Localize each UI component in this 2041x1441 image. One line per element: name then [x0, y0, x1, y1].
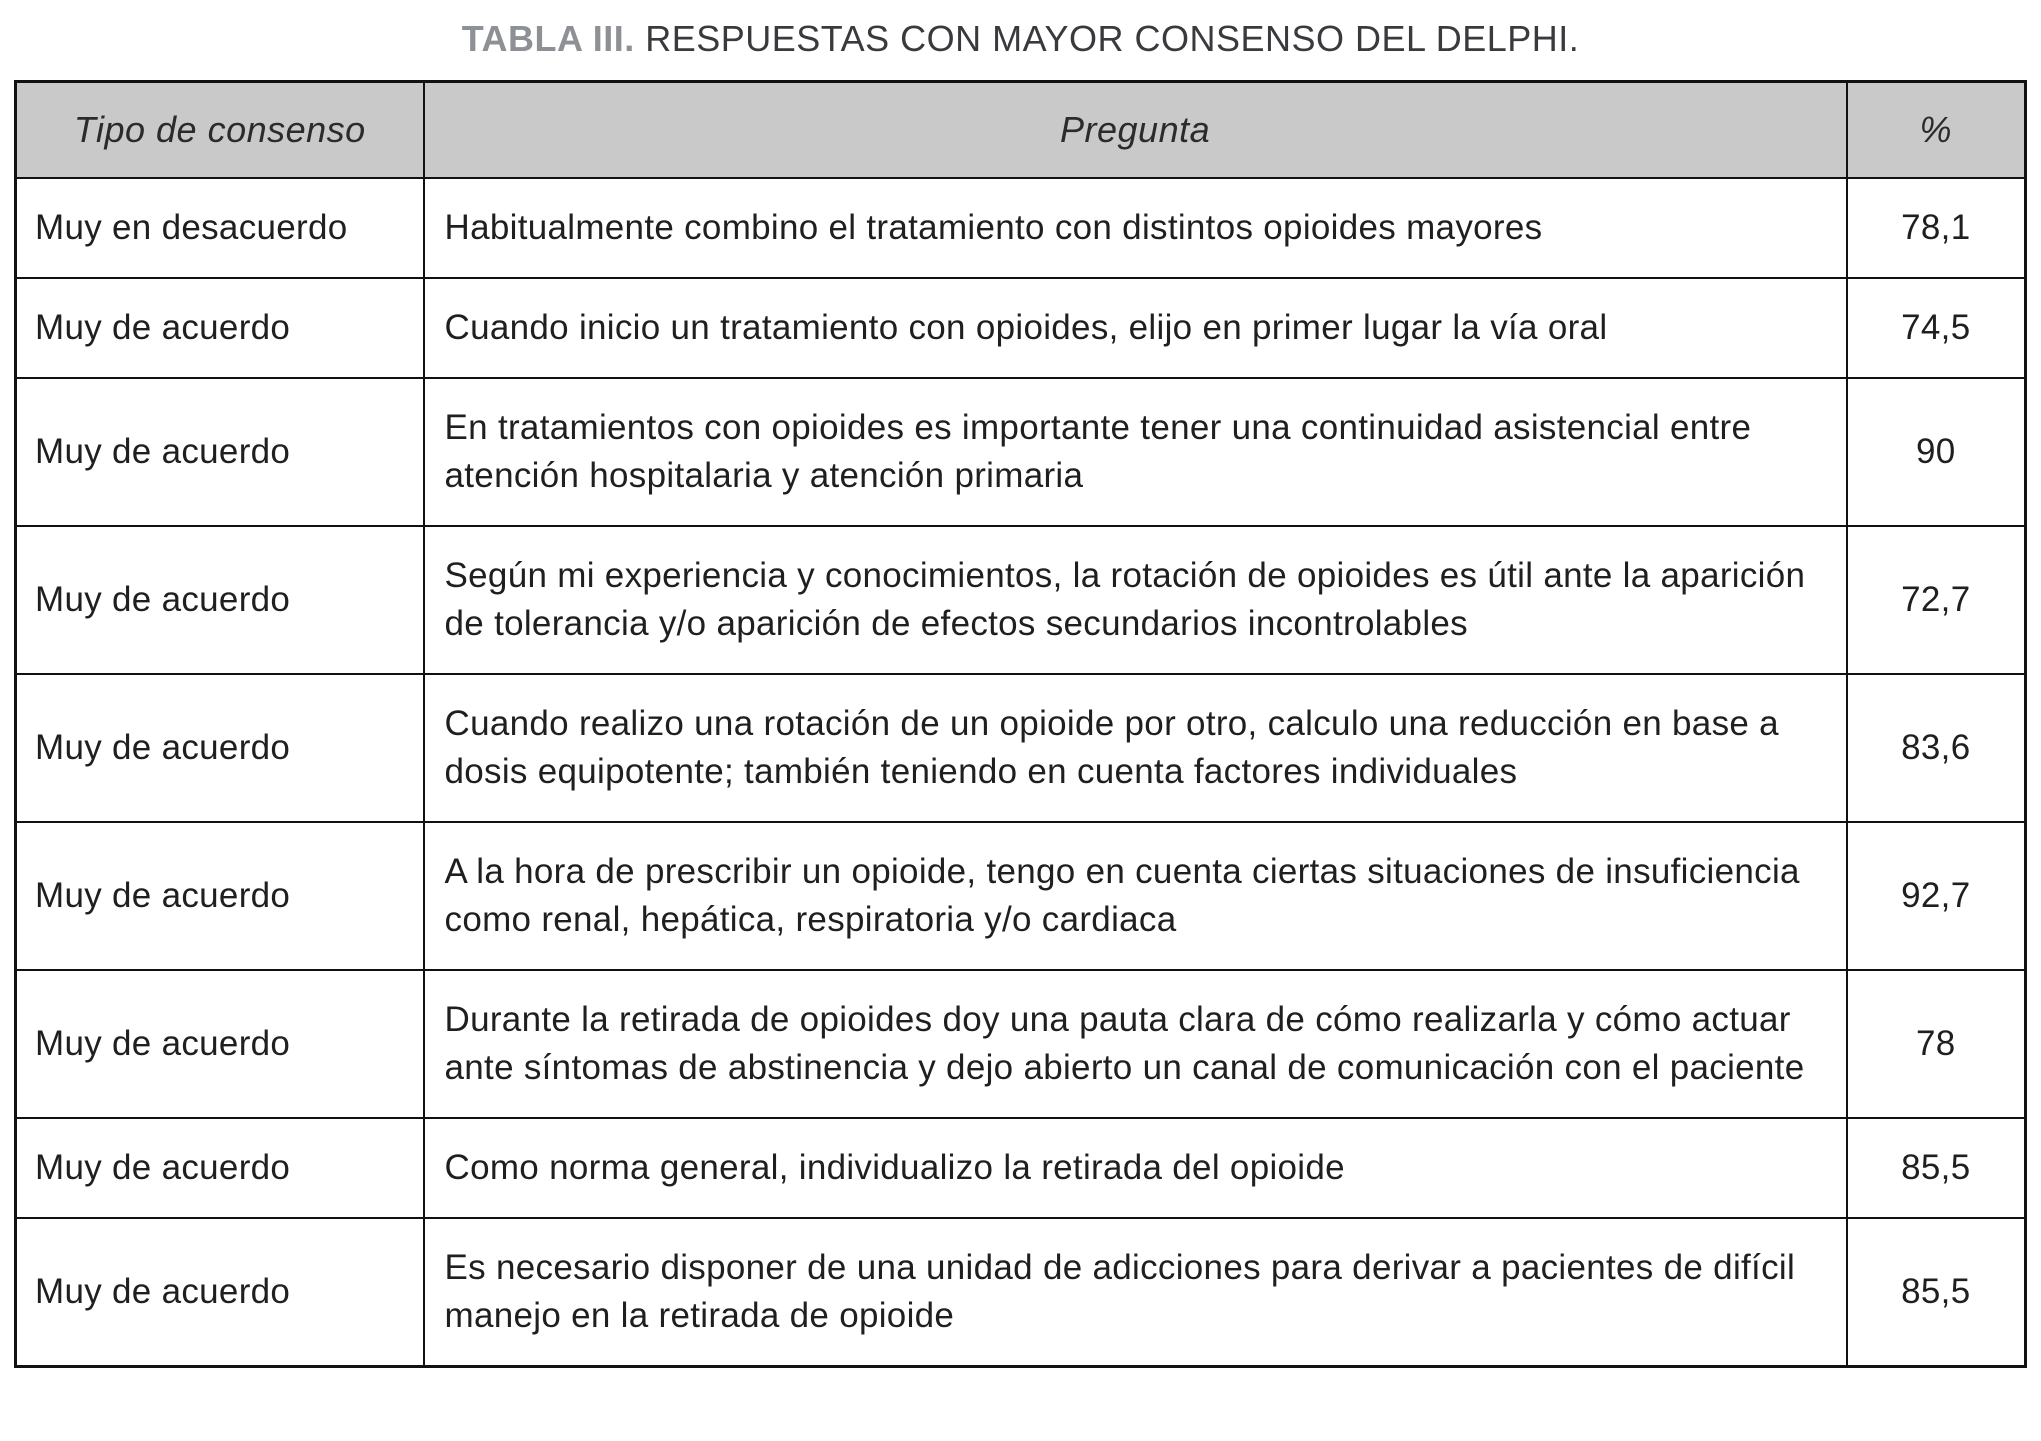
table-row: [16, 674, 2026, 822]
table-row: [16, 178, 2026, 278]
table-row: [16, 378, 2026, 526]
caption-label: TABLA III.: [461, 18, 635, 59]
table-row: [16, 822, 2026, 970]
table-row: [16, 526, 2026, 674]
percent-cell: 78,1: [1847, 178, 2026, 278]
consensus-cell: Muy de acuerdo: [16, 970, 424, 1118]
percent-cell: 85,5: [1847, 1218, 2026, 1367]
column-header-tipo-de-consenso: Tipo de consenso: [16, 82, 424, 179]
question-cell: En tratamientos con opioides es importante tener una continuidad asistencial entre atención hospitalaria y atención primaria: [424, 378, 1847, 526]
table-row: [16, 970, 2026, 1118]
table-caption: [14, 18, 2027, 60]
consensus-cell: Muy de acuerdo: [16, 1118, 424, 1218]
question-cell: Cuando inicio un tratamiento con opioides, elijo en primer lugar la vía oral: [424, 278, 1847, 378]
consensus-table: [14, 80, 2027, 1368]
consensus-cell: Muy de acuerdo: [16, 822, 424, 970]
consensus-cell: Muy en desacuerdo: [16, 178, 424, 278]
percent-cell: 78: [1847, 970, 2026, 1118]
consensus-cell: Muy de acuerdo: [16, 278, 424, 378]
consensus-cell: Muy de acuerdo: [16, 1218, 424, 1367]
question-cell: A la hora de prescribir un opioide, tengo en cuenta ciertas situaciones de insuficiencia como renal, hepática, respiratoria y/o cardiaca: [424, 822, 1847, 970]
percent-cell: 74,5: [1847, 278, 2026, 378]
question-cell: Es necesario disponer de una unidad de adicciones para derivar a pacientes de difícil manejo en la retirada de opioide: [424, 1218, 1847, 1367]
question-cell: Durante la retirada de opioides doy una pauta clara de cómo realizarla y cómo actuar ante síntomas de abstinencia y dejo abierto un canal de comunicación con el paciente: [424, 970, 1847, 1118]
table-row: [16, 1218, 2026, 1367]
percent-cell: 92,7: [1847, 822, 2026, 970]
consensus-cell: Muy de acuerdo: [16, 526, 424, 674]
percent-cell: 85,5: [1847, 1118, 2026, 1218]
question-cell: Cuando realizo una rotación de un opioide por otro, calculo una reducción en base a dosis equipotente; también teniendo en cuenta factores individuales: [424, 674, 1847, 822]
question-cell: Según mi experiencia y conocimientos, la rotación de opioides es útil ante la aparición de tolerancia y/o aparición de efectos secundarios incontrolables: [424, 526, 1847, 674]
question-cell: Habitualmente combino el tratamiento con distintos opioides mayores: [424, 178, 1847, 278]
table-row: [16, 278, 2026, 378]
consensus-cell: Muy de acuerdo: [16, 674, 424, 822]
table-row: [16, 1118, 2026, 1218]
caption-title: RESPUESTAS CON MAYOR CONSENSO DEL DELPHI.: [645, 18, 1580, 59]
percent-cell: 90: [1847, 378, 2026, 526]
percent-cell: 83,6: [1847, 674, 2026, 822]
consensus-cell: Muy de acuerdo: [16, 378, 424, 526]
header-row: [16, 82, 2026, 179]
percent-cell: 72,7: [1847, 526, 2026, 674]
question-cell: Como norma general, individualizo la retirada del opioide: [424, 1118, 1847, 1218]
column-header-pregunta: Pregunta: [424, 82, 1847, 179]
column-header-percent: %: [1847, 82, 2026, 179]
